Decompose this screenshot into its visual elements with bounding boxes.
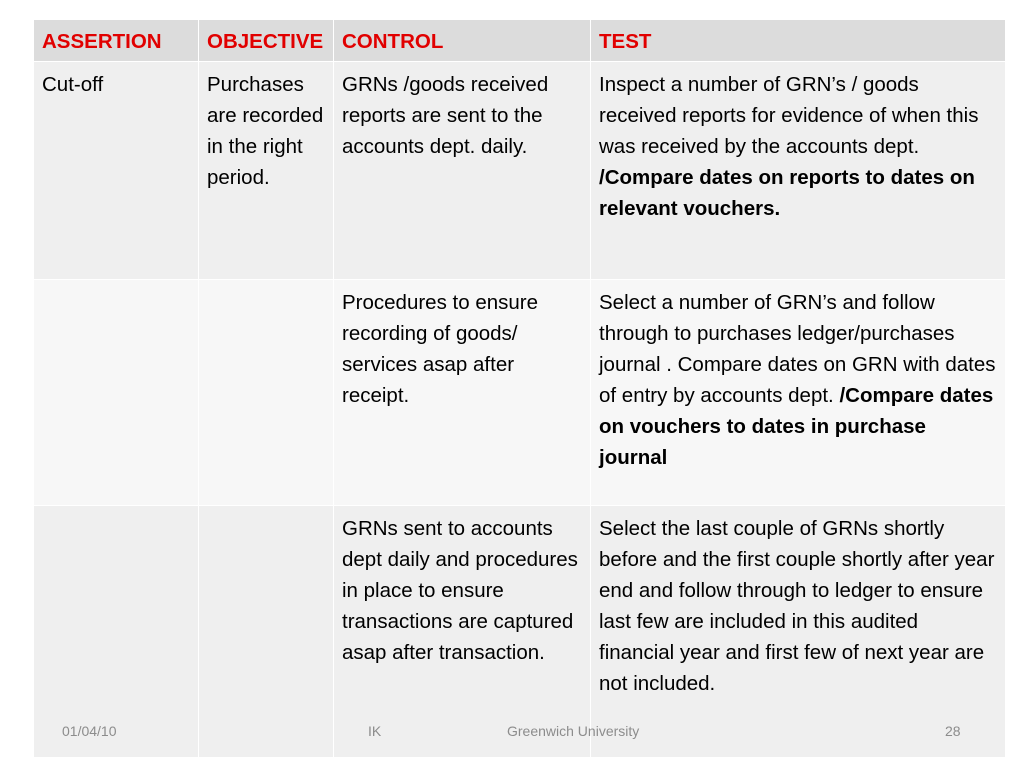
objective-cell [199,506,334,758]
header-control: CONTROL [334,20,591,62]
header-test: TEST [591,20,1006,62]
footer-author: IK [368,723,382,739]
test-text-bold: /Compare dates on reports to dates on relevant vouchers. [599,166,975,220]
control-cell: GRNs /goods received reports are sent to the accounts dept. daily. [334,62,591,280]
table-row [34,62,1006,280]
audit-table [33,19,1006,758]
footer-date: 01/04/10 [62,723,117,739]
footer-institution: Greenwich University [507,723,640,739]
header-objective: OBJECTIVE [199,20,334,62]
control-cell: Procedures to ensure recording of goods/ services asap after receipt. [334,280,591,506]
objective-cell [199,280,334,506]
footer-page-number: 28 [945,723,961,739]
test-text: Select a number of GRN’s and follow through to purchases ledger/purchases journal . Compare dates on GRN with dates of entry by accounts dept. [599,291,996,407]
header-assertion: ASSERTION [34,20,199,62]
test-cell [591,62,1006,280]
test-cell: Select the last couple of GRNs shortly before and the first couple shortly after year end and follow through to ledger to ensure last few are included in this audited financial year and first few of next year are not included. [591,506,1006,758]
assertion-cell [34,280,199,506]
table-row [34,506,1006,758]
test-cell [591,280,1006,506]
header-row [34,20,1006,62]
test-text: Inspect a number of GRN’s / goods received reports for evidence of when this was received by the accounts dept. [599,73,979,158]
control-cell: GRNs sent to accounts dept daily and procedures in place to ensure transactions are captured asap after transaction. [334,506,591,758]
assertion-cell [34,506,199,758]
assertion-cell: Cut-off [34,62,199,280]
table-row [34,280,1006,506]
test-text-bold: /Compare dates on vouchers to dates in purchase journal [599,384,994,469]
objective-cell: Purchases are recorded in the right period. [199,62,334,280]
